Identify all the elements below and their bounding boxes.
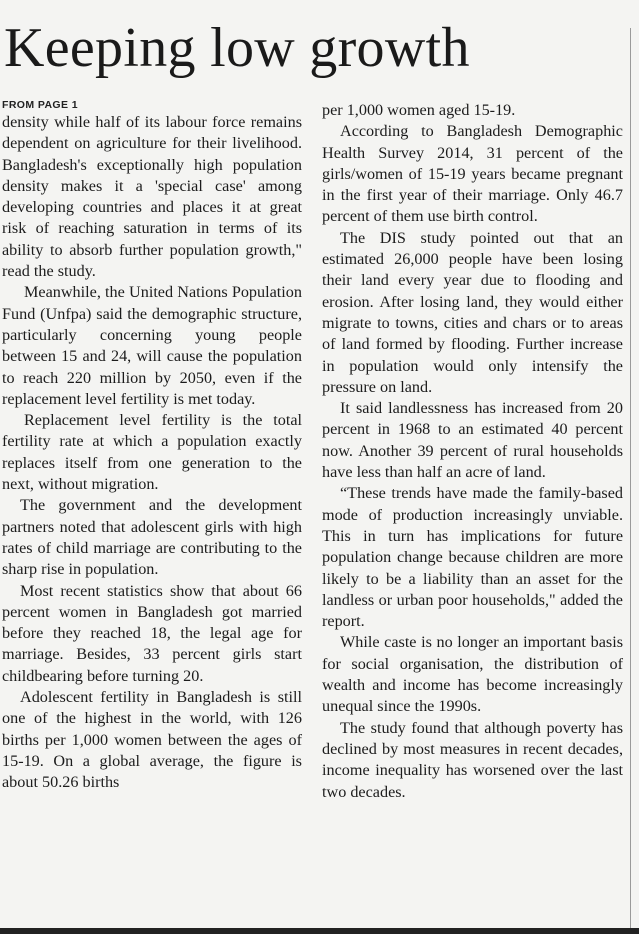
paragraph: Adolescent fertility in Bangladesh is still one of the highest in the world, with 126 births per 1,000 women between the ages of 15-19. On a global average, the figure is about 50.26 births <box>2 688 302 792</box>
paragraph: The government and the development partners noted that adolescent girls with high rates of child marriage are contributing to the sharp rise in population. <box>2 496 302 579</box>
paragraph: density while half of its labour force remains dependent on agriculture for their livelihood. Bangladesh's exceptionally high population density makes it a 'special case' among developing countries and places it at great risk of reaching saturation in terms of its ability to absorb further population growth," read the study. <box>2 113 302 281</box>
paragraph: The DIS study pointed out that an estimated 26,000 people have been losing their land every year due to flooding and erosion. After losing land, they would either migrate to towns, cities and chars or to areas of land formed by flooding. Further increase in population would only intensify the pressure on land. <box>322 228 623 396</box>
right-column <box>322 100 623 803</box>
paragraph: “These trends have made the family-based mode of production increasingly unviable. This in turn has implications for future population change because children are more likely to be a liability than an asset for the landless or urban poor households," added the report. <box>322 484 623 631</box>
paragraph: It said landlessness has increased from 20 percent in 1968 to an estimated 40 percent now. Another 39 percent of rural households have less than half an acre of land. <box>322 399 623 482</box>
column-rule <box>630 28 631 928</box>
paragraph: Most recent statistics show that about 66 percent women in Bangladesh got married before they reached 18, the legal age for marriage. Besides, 33 percent girls start childbearing before turning 20. <box>2 581 302 685</box>
headline: Keeping low growth <box>4 17 470 79</box>
page-bottom-edge <box>0 928 639 934</box>
paragraph: According to Bangladesh Demographic Health Survey 2014, 31 percent of the girls/women of 15-19 years became pregnant in the first year of their marriage. Only 46.7 percent of them use birth control. <box>322 122 623 226</box>
paragraph: While caste is no longer an important basis for social organisation, the distribution of wealth and income has become increasingly unequal since the 1990s. <box>322 633 623 716</box>
paragraph: per 1,000 women aged 15-19. <box>322 101 516 119</box>
jump-label: FROM PAGE 1 <box>2 99 78 111</box>
paragraph: Meanwhile, the United Nations Population Fund (Unfpa) said the demographic structure, particularly concerning young people between 15 and 24, will cause the population to reach 220 million by 2050, even if the replacement level fertility is met today. <box>2 283 302 408</box>
left-column <box>2 98 302 794</box>
paragraph: Replacement level fertility is the total fertility rate at which a population exactly replaces itself from one generation to the next, without migration. <box>2 411 302 494</box>
paragraph: The study found that although poverty has declined by most measures in recent decades, income inequality has worsened over the last two decades. <box>322 718 623 801</box>
